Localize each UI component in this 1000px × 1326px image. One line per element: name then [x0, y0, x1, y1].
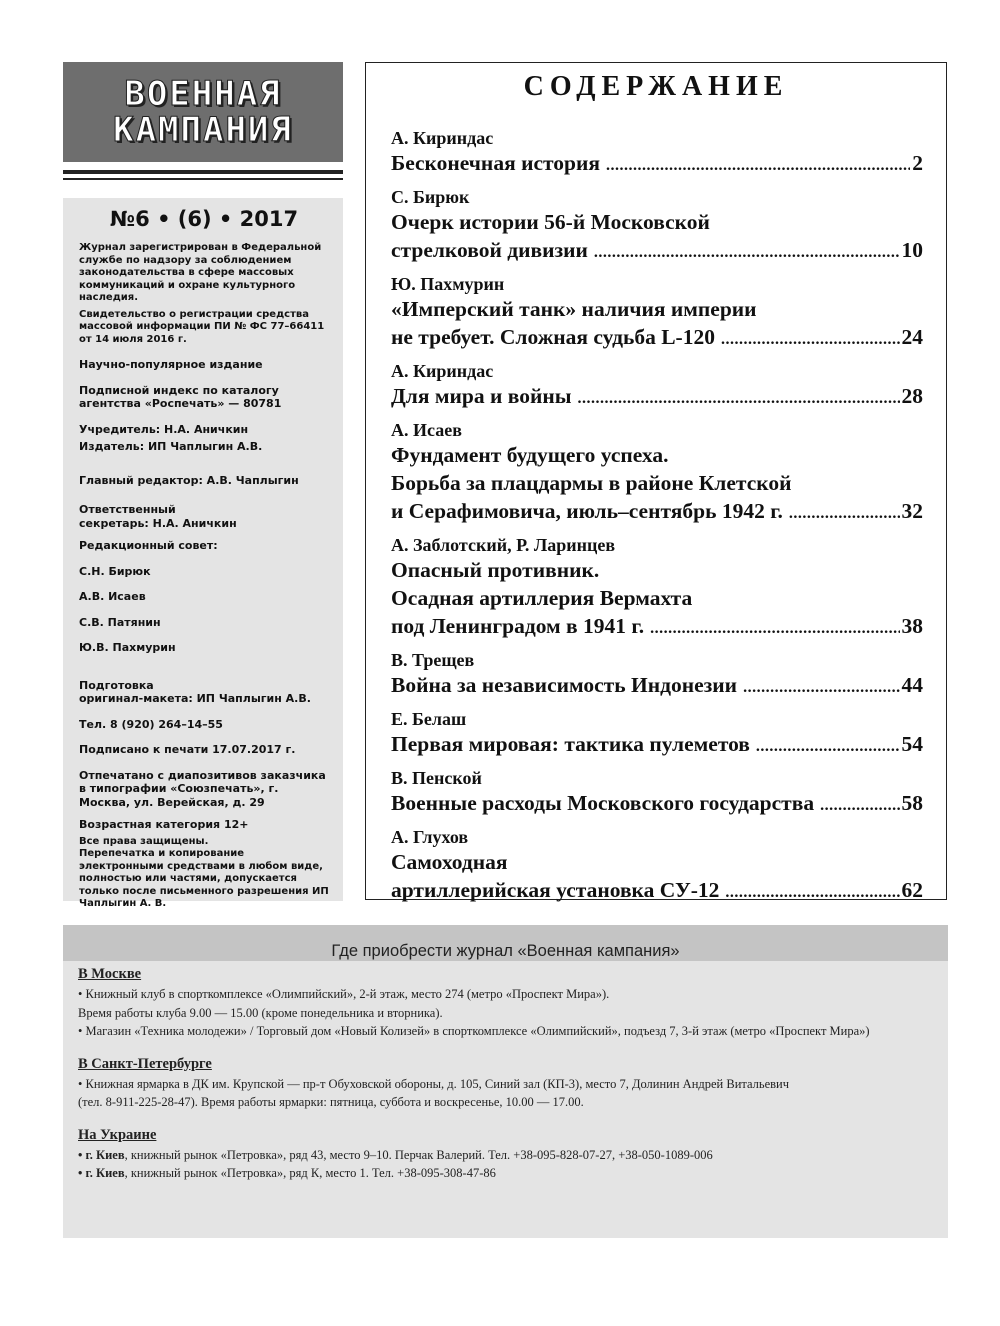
entry-title-line: Опасный противник. [391, 558, 600, 582]
entry-page-number: 2 [912, 151, 923, 175]
logo-line-2: КАМПАНИЯ [113, 110, 293, 150]
contents-entry [391, 767, 923, 820]
secretary-line-2: секретарь: Н.А. Аничкин [79, 516, 237, 530]
imprint-panel [63, 198, 343, 909]
entry-last-line [391, 730, 923, 761]
ukraine-line [78, 1146, 948, 1165]
entry-title-line: артиллерийская установка СУ-12 [391, 878, 720, 902]
dot-leader [578, 385, 900, 413]
ukraine-text: , книжный рынок «Петровка», ряд К, место 1. Тел. +38-095-308-47-86 [124, 1166, 496, 1180]
entry-title-line: не требует. Сложная судьба L-120 [391, 325, 715, 349]
entry-title-line: Первая мировая: тактика пулеметов [391, 732, 750, 756]
board-member: С.Н. Бирюк [79, 564, 151, 578]
contents-entry [391, 419, 923, 528]
entry-title-line: Борьба за плацдармы в районе Клетской [391, 471, 792, 495]
contents-title: СОДЕРЖАНИЕ [523, 71, 789, 102]
board-member: А.В. Исаев [79, 590, 146, 603]
board-member: С.В. Патянин [79, 615, 161, 629]
dot-leader [606, 152, 910, 180]
dot-leader [789, 500, 900, 528]
spb-line: (тел. 8-911-225-28-47). Время работы ярмарки: пятница, суббота и воскресенье, 10.00 — 17.00. [78, 1095, 584, 1109]
entry-title-line: «Имперский танк» наличия империи [391, 297, 757, 321]
entry-author: А. Кириндас [391, 128, 494, 148]
city-moscow: В Москве [78, 966, 142, 982]
entry-title-line: Военные расходы Московского государства [391, 791, 815, 815]
entry-page-number: 28 [901, 384, 923, 408]
entry-page-number: 38 [901, 614, 923, 638]
layout-line-1: Подготовка [79, 678, 154, 692]
where-to-buy-block [63, 925, 948, 1238]
layout-line-2: оригинал-макета: ИП Чаплыгин А.В. [79, 692, 311, 705]
registration-text: Журнал зарегистрирован в Федеральной службе по надзору за соблюдением законодательства в сфере массовых коммуникаций и охране культурного наследия. [79, 242, 322, 303]
contents-entries [391, 127, 923, 913]
publisher: Издатель: ИП Чаплыгин А.В. [79, 440, 263, 453]
ukraine-text: , книжный рынок «Петровка», ряд 43, место 9–10. Перчак Валерий. Тел. +38-095-828-07-27, +38-050-1089-006 [124, 1147, 713, 1162]
entry-page-number: 32 [901, 499, 923, 523]
entry-title-line: стрелковой дивизии [391, 238, 588, 262]
edition-type: Научно-популярное издание [79, 358, 263, 371]
ukraine-city: • г. Киев [78, 1166, 125, 1180]
entry-last-line [391, 671, 923, 702]
dot-leader [756, 733, 900, 761]
entry-title-line: Фундамент будущего успеха. [391, 443, 669, 467]
signed-date: Подписано к печати 17.07.2017 г. [79, 743, 296, 756]
contents-entry [391, 826, 923, 907]
founder: Учредитель: Н.А. Аничкин [79, 422, 249, 436]
entry-last-line [391, 149, 923, 180]
entry-title-line: Война за независимость Индонезии [391, 673, 738, 697]
city-ukraine: На Украине [78, 1126, 157, 1143]
entry-title-line: Бесконечная история [391, 151, 601, 175]
board-title: Редакционный совет: [79, 539, 218, 552]
magazine-logo [63, 62, 343, 162]
phone: Тел. 8 (920) 264–14–55 [79, 717, 223, 731]
moscow-line: • Книжный клуб в спорткомплексе «Олимпийский», 2-й этаж, место 274 (метро «Проспект Мира»). [78, 987, 610, 1001]
dot-leader [650, 615, 899, 643]
contents-entry [391, 360, 923, 413]
entry-title-line: Самоходная [391, 850, 508, 874]
entry-title-line: под Ленинградом в 1941 г. [391, 614, 645, 638]
entry-author: А. Заблотский, Р. Ларинцев [391, 535, 616, 555]
entry-page-number: 24 [901, 325, 923, 349]
spb-line: • Книжная ярмарка в ДК им. Крупской — пр-т Обуховской обороны, д. 105, Синий зал (КП-3), место 7, Долинин Андрей Витальевич [78, 1076, 790, 1091]
dot-leader [725, 879, 899, 907]
entry-author: А. Исаев [391, 420, 462, 440]
entry-author: С. Бирюк [391, 187, 470, 207]
certificate-text: Свидетельство о регистрации средства массовой информации ПИ № ФС 77–66411 от 14 июля 2016 г. [79, 308, 325, 345]
contents-entry [391, 649, 923, 702]
where-to-buy-title: Где приобрести журнал «Военная кампания» [63, 925, 948, 961]
moscow-line: • Магазин «Техника молодежи» / Торговый дом «Новый Колизей» в спорткомплексе «Олимпийский», подъезд 7, 3-й этаж (метро «Проспект Мира») [78, 1024, 870, 1038]
table-of-contents [365, 62, 947, 900]
contents-entry [391, 186, 923, 267]
entry-page-number: 58 [901, 791, 923, 815]
entry-last-line [391, 323, 923, 354]
issue-number: №6 • (6) • 2017 [109, 207, 299, 231]
entry-author: Е. Белаш [391, 709, 467, 729]
secretary-line-1: Ответственный [79, 503, 176, 516]
entry-page-number: 44 [901, 673, 923, 697]
subscription-index: Подписной индекс по каталогу агентства «Роспечать» — 80781 [79, 383, 282, 410]
chief-editor: Главный редактор: А.В. Чаплыгин [79, 473, 299, 487]
ukraine-city: • г. Киев [78, 1147, 125, 1162]
entry-last-line [391, 236, 923, 267]
board-member: Ю.В. Пахмурин [79, 641, 176, 654]
entry-page-number: 54 [901, 732, 923, 756]
dot-leader [743, 674, 899, 702]
entry-title-line: Для мира и войны [391, 384, 572, 408]
dot-leader [820, 792, 899, 820]
ukraine-line [78, 1164, 948, 1183]
entry-author: А. Кириндас [391, 361, 494, 381]
entry-title-line: и Серафимовича, июль–сентябрь 1942 г. [391, 499, 783, 523]
entry-author: А. Глухов [391, 827, 469, 847]
entry-author: В. Трещев [391, 650, 475, 670]
entry-last-line [391, 382, 923, 413]
entry-title-line: Осадная артиллерия Вермахта [391, 586, 693, 610]
rights-line-2: Перепечатка и копирование электронными средствами в любом виде, полностью или частями, допускается только после письменного разрешения ИП Чаплыгин А. В. [79, 848, 329, 909]
logo-rule-thin [63, 178, 343, 180]
moscow-line: Время работы клуба 9.00 — 15.00 (кроме понедельника и вторника). [78, 1005, 443, 1020]
rights-line-1: Все права защищены. [79, 835, 209, 847]
entry-page-number: 62 [901, 878, 923, 902]
contents-entry [391, 127, 923, 180]
entry-title-line: Очерк истории 56-й Московской [391, 210, 710, 234]
contents-entry [391, 534, 923, 643]
contents-entry [391, 273, 923, 354]
dot-leader [594, 239, 900, 267]
entry-last-line [391, 789, 923, 820]
dot-leader [721, 326, 900, 354]
entry-last-line [391, 876, 923, 907]
entry-last-line [391, 612, 923, 643]
age-category: Возрастная категория 12+ [79, 818, 249, 831]
entry-author: В. Пенской [391, 768, 482, 788]
contents-entry [391, 708, 923, 761]
entry-author: Ю. Пахмурин [391, 274, 505, 294]
logo-rule-thick [63, 170, 343, 174]
printed-info: Отпечатано с диапозитивов заказчика в типографии «Союзпечать», г. Москва, ул. Верейская, д. 29 [79, 768, 326, 809]
entry-last-line [391, 497, 923, 528]
logo-line-1: ВОЕННАЯ [124, 74, 282, 114]
city-spb: В Санкт-Петербурге [78, 1055, 212, 1072]
entry-page-number: 10 [901, 238, 923, 262]
